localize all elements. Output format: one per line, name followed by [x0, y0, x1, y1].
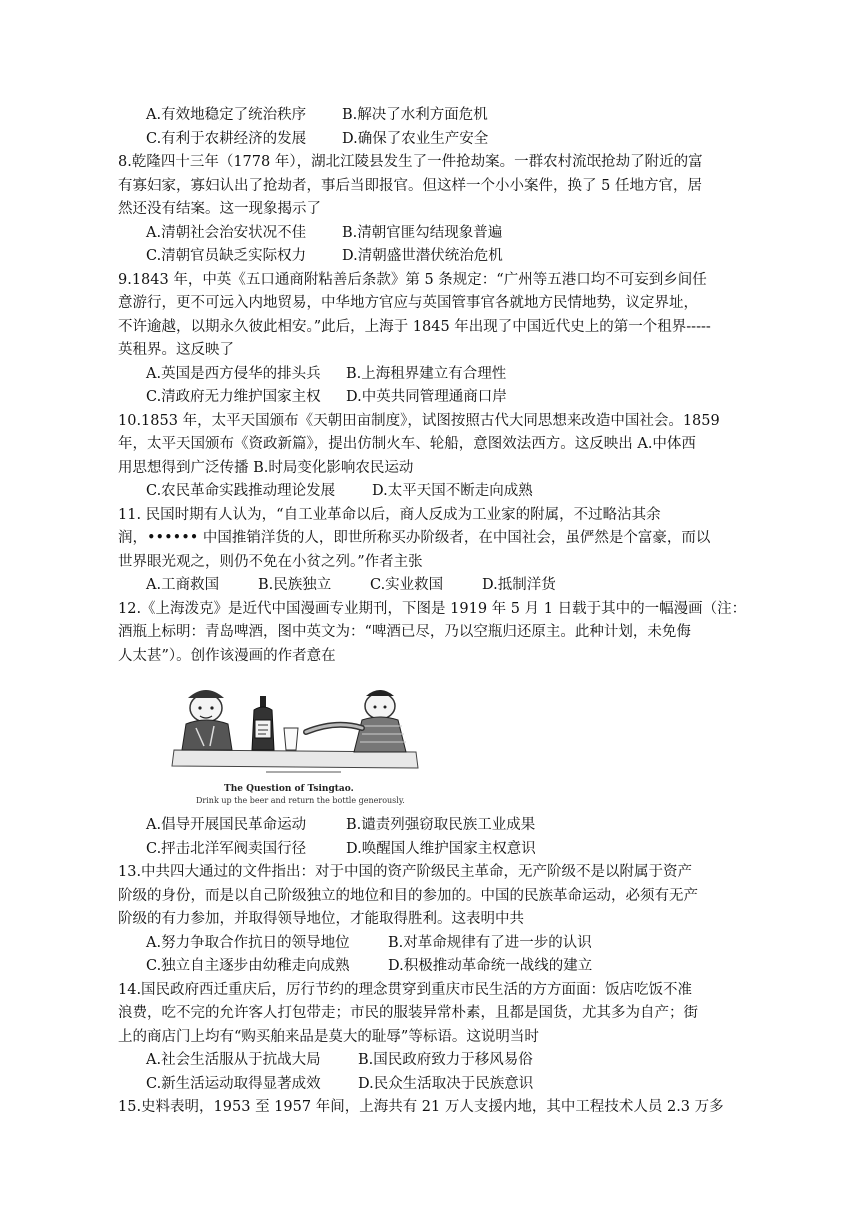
question-8-line-3: 然还没有结案。这一现象揭示了 — [118, 201, 321, 217]
question-10-line-1: 10.1853 年，太平天国颁布《天朝田亩制度》，试图按照古代大同思想来改造中国社会。1859 — [118, 412, 720, 429]
q11-options-row — [118, 574, 744, 598]
question-9-line-4: 英租界。这反映了 — [118, 342, 234, 358]
q12-option-c[interactable]: C.抨击北洋军阀卖国行径 — [146, 840, 307, 857]
q12-options-row-2 — [118, 838, 744, 862]
q14-option-b[interactable]: B.国民政府致力于移风易俗 — [358, 1052, 533, 1068]
q13-options-row-2 — [118, 955, 744, 979]
q14-options-row-2 — [118, 1073, 744, 1097]
q11-option-c[interactable]: C.实业救国 — [370, 577, 444, 593]
q13-option-b[interactable]: B.对革命规律有了进一步的认识 — [388, 934, 592, 951]
q10-option-c[interactable]: C.农民革命实践推动理论发展 — [146, 483, 336, 499]
q9-option-c[interactable]: C.清政府无力维护国家主权 — [146, 389, 321, 405]
q7-option-b[interactable]: B.解决了水利方面危机 — [342, 107, 488, 123]
q7-options-row-2 — [118, 128, 744, 152]
q11-option-d[interactable]: D.抵制洋货 — [482, 577, 556, 593]
q8-options-row-2 — [118, 245, 744, 269]
q9-option-d[interactable]: D.中英共同管理通商口岸 — [346, 389, 507, 405]
question-12-line-3: 人太甚”）。创作该漫画的作者意在 — [118, 647, 336, 664]
q8-options-row-1 — [118, 222, 744, 246]
question-13 — [118, 861, 744, 979]
q13-option-d[interactable]: D.积极推动革命统一战线的建立 — [388, 958, 593, 974]
question-10-line-2: 年，太平天国颁布《资政新篇》，提出仿制火车、轮船，意图效法西方。这反映出 A.中体西 — [118, 436, 696, 452]
question-10 — [118, 410, 744, 504]
cartoon-caption-text: Drink up the beer and return the bottle generously. — [196, 796, 405, 805]
cartoon-illustration — [166, 680, 428, 780]
q13-option-a[interactable]: A.努力争取合作抗日的领导地位 — [146, 934, 350, 951]
question-11 — [118, 504, 744, 598]
question-14-line-3: 上的商店门上均有“购买舶来品是莫大的耻辱”等标语。这说明当时 — [118, 1028, 539, 1045]
question-11-line-2: 润，•••••• 中国推销洋货的人，即世所称买办阶级者，在中国社会，虽俨然是个富豪，而以 — [118, 530, 711, 546]
q8-option-b[interactable]: B.清朝官匪勾结现象普遍 — [342, 224, 503, 241]
q7-option-d[interactable]: D.确保了农业生产安全 — [342, 130, 489, 147]
q14-option-c[interactable]: C.新生活运动取得显著成效 — [146, 1075, 321, 1092]
q12-option-a[interactable]: A.倡导开展国民革命运动 — [146, 817, 307, 833]
question-9-line-2: 意游行，更不可远入内地贸易，中华地方官应与英国管事官各就地方民情地势，议定界址， — [118, 295, 698, 311]
question-14 — [118, 979, 744, 1097]
question-13-line-1: 13.中共四大通过的文件指出：对于中国的资产阶级民主革命，无产阶级不是以附属于资产 — [118, 864, 693, 880]
q14-option-a[interactable]: A.社会生活服从于抗战大局 — [146, 1052, 321, 1068]
q7-option-a[interactable]: A.有效地稳定了统治秩序 — [146, 107, 307, 123]
q9-option-a[interactable]: A.英国是西方侵华的排头兵 — [146, 365, 321, 382]
q10-options-row — [118, 480, 744, 504]
q12-option-d[interactable]: D.唤醒国人维护国家主权意识 — [346, 840, 536, 857]
question-15 — [118, 1096, 744, 1120]
q9-options-row-1 — [118, 363, 744, 387]
question-11-line-1: 11. 民国时期有人认为，“自工业革命以后，商人反成为工业家的附属，不过略沾其余 — [118, 506, 661, 523]
question-8-line-1: 8.乾隆四十三年（1778 年），湖北江陵县发生了一件抢劫案。一群农村流氓抢劫了附近的富 — [118, 154, 703, 170]
q8-option-a[interactable]: A.清朝社会治安状况不佳 — [146, 224, 307, 241]
q14-options-row-1 — [118, 1049, 744, 1073]
question-14-line-1: 14.国民政府西迁重庆后，厉行节约的理念贯穿到重庆市民生活的方方面面：饭店吃饭不准 — [118, 981, 693, 998]
q10-option-d[interactable]: D.太平天国不断走向成熟 — [372, 483, 533, 499]
question-12 — [118, 598, 747, 862]
q12-option-b[interactable]: B.谴责列强窃取民族工业成果 — [346, 817, 536, 833]
exam-page — [118, 104, 747, 1120]
question-13-line-3: 阶级的有力参加，并取得领导地位，才能取得胜利。这表明中共 — [118, 911, 524, 927]
question-15-line-1: 15.史料表明，1953 至 1957 年间，上海共有 21 万人支援内地，其中工程技术人员 2.3 万多 — [118, 1099, 724, 1115]
q14-option-d[interactable]: D.民众生活取决于民族意识 — [358, 1075, 534, 1092]
cartoon-figure — [166, 680, 428, 808]
q11-option-b[interactable]: B.民族独立 — [258, 577, 332, 593]
question-10-line-3: 用思想得到广泛传播 B.时局变化影响农民运动 — [118, 459, 414, 476]
question-11-line-3: 世界眼光观之，则仍不免在小贫之列。”作者主张 — [118, 553, 423, 570]
q12-options-row-1 — [118, 814, 744, 838]
q9-options-row-2 — [118, 386, 744, 410]
q8-option-c[interactable]: C.清朝官员缺乏实际权力 — [146, 248, 307, 264]
q7-option-c[interactable]: C.有利于农耕经济的发展 — [146, 130, 307, 147]
q9-option-b[interactable]: B.上海租界建立有合理性 — [346, 365, 507, 382]
question-14-line-2: 浪费，吃不完的允许客人打包带走；市民的服装异常朴素，且都是国货，尤其多为自产；街 — [118, 1005, 698, 1021]
question-8-line-2: 有寡妇家，寡妇认出了抢劫者，事后当即报官。但这样一个小小案件，换了 5 任地方官，居 — [118, 177, 702, 194]
q13-option-c[interactable]: C.独立自主逐步由幼稚走向成熟 — [146, 958, 350, 974]
question-13-line-2: 阶级的身份，而是以自己阶级独立的地位和目的参加的。中国的民族革命运动，必须有无产 — [118, 887, 698, 904]
question-12-line-1: 12.《上海泼克》是近代中国漫画专业期刊，下图是 1919 年 5 月 1 日载于其中的一幅漫画（注： — [118, 600, 747, 617]
q7-options-row-1 — [118, 104, 744, 128]
q8-option-d[interactable]: D.清朝盛世潜伏统治危机 — [342, 248, 503, 264]
question-9-line-1: 9.1843 年，中英《五口通商附粘善后条款》第 5 条规定：“广州等五港口均不可妄到乡间任 — [118, 271, 707, 288]
q11-option-a[interactable]: A.工商救国 — [146, 577, 220, 593]
question-8 — [118, 151, 744, 269]
question-9-line-3: 不许逾越，以期永久彼此相安。”此后，上海于 1845 年出现了中国近代史上的第一个租界----- — [118, 318, 711, 335]
q13-options-row-1 — [118, 932, 744, 956]
question-9 — [118, 269, 744, 410]
cartoon-caption-title: The Question of Tsingtao. — [224, 784, 354, 794]
question-12-line-2: 酒瓶上标明：青岛啤酒，图中英文为：“啤酒已尽，乃以空瓶归还原主。此种计划，未免侮 — [118, 624, 691, 640]
